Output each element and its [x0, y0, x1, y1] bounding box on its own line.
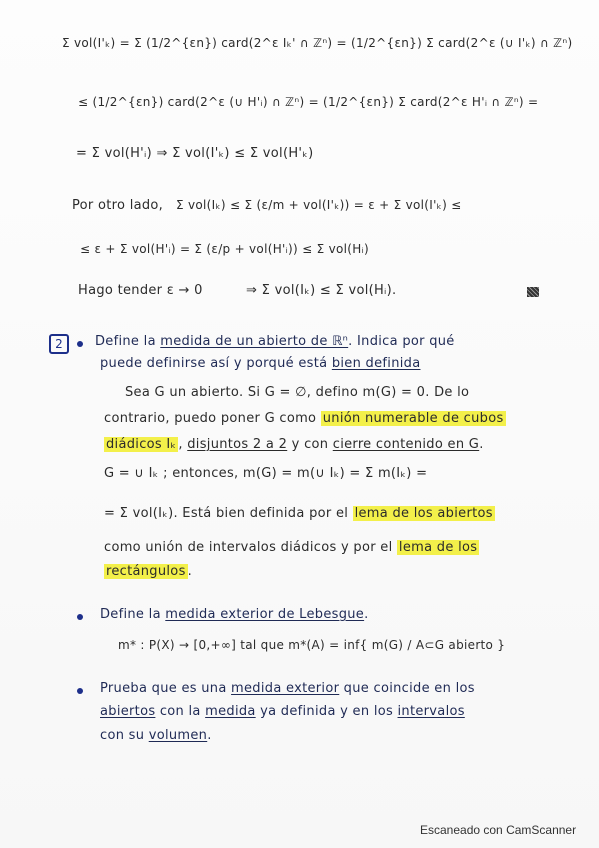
math-line-6: ⇒ Σ vol(Iₖ) ≤ Σ vol(Hᵢ).	[246, 283, 397, 298]
q1-text-e: bien definida	[331, 356, 421, 371]
math-line-1: Σ vol(I'ₖ) = Σ (1/2^{εn}) card(2^ε Iₖ' ∩ ℤⁿ) = (1/2^{εn}) Σ card(2^ε (∪ I'ₖ) ∩ ℤⁿ)	[62, 36, 573, 50]
answer-line-1: Sea G un abierto. Si G = ∅, defino m(G) = 0. De lo	[125, 385, 470, 400]
a3-text-c: disjuntos 2 a 2	[187, 437, 288, 452]
bullet-3	[77, 688, 83, 694]
a6-text-b: lema de los	[398, 540, 478, 555]
q3-text-g: ya definida y en los	[255, 704, 398, 719]
question-1-line-2	[100, 356, 420, 371]
definition-line: m* : P(X) → [0,+∞] tal que m*(A) = inf{ m(G) / A⊂G abierto }	[118, 638, 506, 652]
answer-line-4: G = ∪ Iₖ ; entonces, m(G) = m(∪ Iₖ) = Σ m(Iₖ) =	[104, 466, 428, 481]
q3-text-d: abiertos	[100, 704, 156, 719]
hago-tender: Hago tender ε → 0	[78, 283, 203, 298]
end-of-proof-mark	[527, 287, 539, 297]
q1-text-b: medida de un abierto de ℝⁿ	[160, 334, 349, 349]
math-line-5: ≤ ε + Σ vol(H'ᵢ) = Σ (ε/p + vol(H'ᵢ)) ≤ Σ vol(Hᵢ)	[80, 242, 370, 256]
bullet-1	[77, 341, 83, 347]
q3-text-e: con la	[155, 704, 206, 719]
a5-text-a: = Σ vol(Iₖ). Está bien definida por el	[104, 506, 353, 521]
q3-text-a: Prueba que es una	[100, 681, 232, 696]
question-1-line-1	[95, 334, 455, 349]
math-line-2: ≤ (1/2^{εn}) card(2^ε (∪ H'ᵢ) ∩ ℤⁿ) = (1/2^{εn}) Σ card(2^ε H'ᵢ ∩ ℤⁿ) =	[78, 95, 539, 109]
a3-text-f: .	[479, 437, 484, 452]
math-line-4: Σ vol(Iₖ) ≤ Σ (ε/m + vol(I'ₖ)) = ε + Σ vol(I'ₖ) ≤	[176, 198, 462, 212]
answer-line-5	[104, 506, 495, 521]
answer-line-2	[104, 411, 506, 426]
scanner-watermark: Escaneado con CamScanner	[420, 823, 577, 837]
q3-text-c: que coincide en los	[339, 681, 475, 696]
por-otro-lado: Por otro lado,	[72, 198, 164, 213]
a2-text-b: unión numerable de cubos	[322, 411, 504, 426]
answer-line-3	[104, 437, 484, 452]
answer-line-6	[104, 540, 479, 555]
q3-text-j: volumen	[148, 728, 208, 743]
q1-text-c: . Indica por qué	[348, 334, 455, 349]
q1-text-a: Define la	[95, 334, 161, 349]
q3-text-b: medida exterior	[231, 681, 340, 696]
question-3-line-3	[100, 728, 212, 743]
q3-text-i: con su	[100, 728, 149, 743]
answer-line-7	[104, 564, 192, 579]
q2-text-b: medida exterior de Lebesgue	[165, 607, 365, 622]
a6-text-a: como unión de intervalos diádicos y por el	[104, 540, 397, 555]
q3-text-f: medida	[205, 704, 256, 719]
a5-text-b: lema de los abiertos	[354, 506, 493, 521]
q3-text-k: .	[207, 728, 212, 743]
a2-text-a: contrario, puedo poner G como	[104, 411, 321, 426]
bullet-2	[77, 614, 83, 620]
a7-text-a: rectángulos	[106, 564, 186, 579]
a3-text-b: ,	[178, 437, 188, 452]
q2-text-c: .	[364, 607, 369, 622]
a7-text-b: .	[187, 564, 193, 579]
math-line-3: = Σ vol(H'ᵢ) ⇒ Σ vol(I'ₖ) ≤ Σ vol(H'ₖ)	[76, 146, 314, 161]
question-2-line-1	[100, 607, 369, 622]
question-3-line-1	[100, 681, 475, 696]
question-number: 2	[49, 334, 69, 354]
question-3-line-2	[100, 704, 465, 719]
q3-text-h: intervalos	[397, 704, 465, 719]
q2-text-a: Define la	[100, 607, 166, 622]
a3-text-a: diádicos Iₖ	[106, 437, 177, 452]
a3-text-e: cierre contenido en G	[332, 437, 480, 452]
a3-text-d: y con	[287, 437, 333, 452]
q1-text-d: puede definirse así y porqué está	[100, 356, 332, 371]
